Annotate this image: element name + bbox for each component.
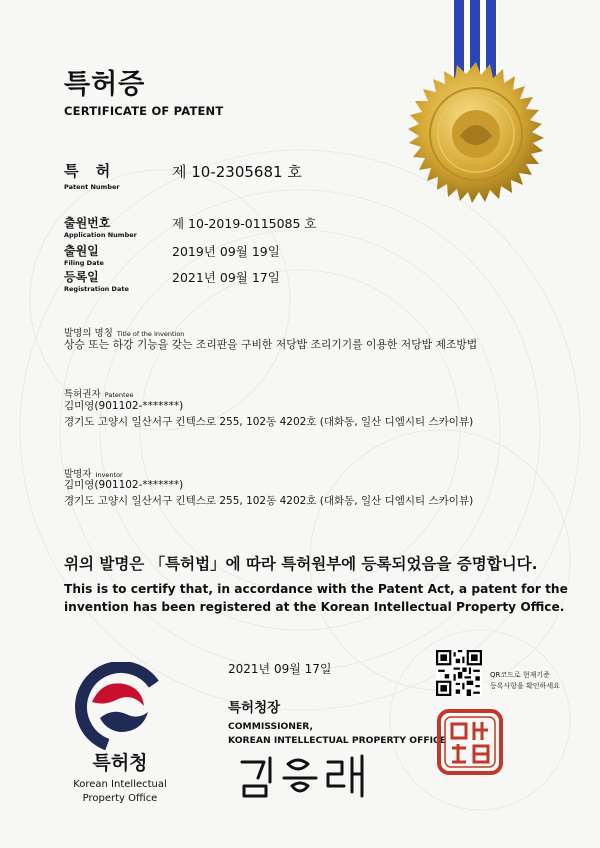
patentee-name: 김미영(901102-*******)	[64, 400, 184, 412]
inventor-label-en: Inventor	[95, 471, 123, 479]
certification-statement-ko: 위의 발명은 「특허법」에 따라 특허원부에 등록되었음을 증명합니다.	[64, 555, 538, 573]
invention-title-value: 상승 또는 하강 기능을 갖는 조리판을 구비한 저당밥 조리기기를 이용한 저당밥 제조방법	[64, 338, 478, 351]
filing-date-label	[64, 242, 104, 267]
registration-label-ko: 등록일	[64, 270, 99, 284]
patent-label-ko: 특 허	[64, 162, 117, 180]
application-number-value: 제 10-2019-0115085 호	[172, 216, 317, 231]
patentee-address: 경기도 고양시 일산서구 킨텍스로 255, 102동 4202호 (대화동, 일산 디엠시티 스카이뷰)	[64, 416, 474, 428]
certificate-title-en: CERTIFICATE OF PATENT	[64, 104, 224, 118]
patent-number-label	[64, 160, 120, 191]
inventor-name: 김미영(901102-*******)	[64, 479, 184, 491]
qr-code-icon[interactable]	[436, 650, 482, 696]
kipo-logo-text-ko: 특허청	[92, 752, 148, 774]
issue-date: 2021년 09월 17일	[228, 662, 332, 676]
patent-label-en: Patent Number	[64, 183, 120, 191]
certification-statement-en-line1: This is to certify that, in accordance with the Patent Act, a patent for the	[64, 582, 568, 596]
certificate-title-ko: 특허증	[64, 69, 146, 100]
registration-date-value: 2021년 09월 17일	[172, 270, 280, 285]
kipo-logo-en-line2: Property Office	[82, 793, 158, 804]
qr-instructions-line1: QR코드로 현재기준	[490, 671, 550, 679]
application-label-en: Application Number	[64, 231, 137, 239]
patentee-label-en: Patentee	[104, 391, 134, 399]
patentee-label-ko: 특허권자	[64, 389, 101, 400]
certification-statement-en-line2: invention has been registered at the Korean Intellectual Property Office.	[64, 600, 565, 614]
commissioner-en-line1: COMMISSIONER,	[228, 721, 314, 732]
kipo-logo-text-en	[58, 778, 182, 806]
official-stamp-icon	[436, 708, 504, 776]
gold-seal	[404, 62, 548, 206]
inventor-label-ko: 발명자	[64, 469, 92, 480]
filing-label-en: Filing Date	[64, 259, 104, 267]
commissioner-signature	[236, 752, 376, 802]
kipo-logo-en-line1: Korean Intellectual	[73, 779, 167, 790]
qr-instructions	[490, 670, 560, 692]
application-label-ko: 출원번호	[64, 216, 111, 230]
filing-label-ko: 출원일	[64, 244, 99, 258]
kipo-logo-icon	[62, 662, 180, 752]
filing-date-value: 2019년 09월 19일	[172, 244, 280, 259]
patent-number-value: 제 10-2305681 호	[172, 163, 302, 181]
inventor-address: 경기도 고양시 일산서구 킨텍스로 255, 102동 4202호 (대화동, 일산 디엠시티 스카이뷰)	[64, 495, 474, 507]
invention-label-en: Title of the Invention	[116, 330, 185, 338]
commissioner-title-ko: 특허청장	[228, 700, 281, 716]
application-number-label	[64, 214, 137, 239]
registration-date-label	[64, 268, 129, 293]
qr-instructions-line2: 등록사항을 확인하세요	[490, 682, 560, 690]
registration-label-en: Registration Date	[64, 285, 129, 293]
commissioner-en-line2: KOREAN INTELLECTUAL PROPERTY OFFICE	[228, 735, 447, 746]
commissioner-title-en	[228, 720, 446, 748]
invention-label-ko: 발명의 명칭	[64, 328, 113, 339]
